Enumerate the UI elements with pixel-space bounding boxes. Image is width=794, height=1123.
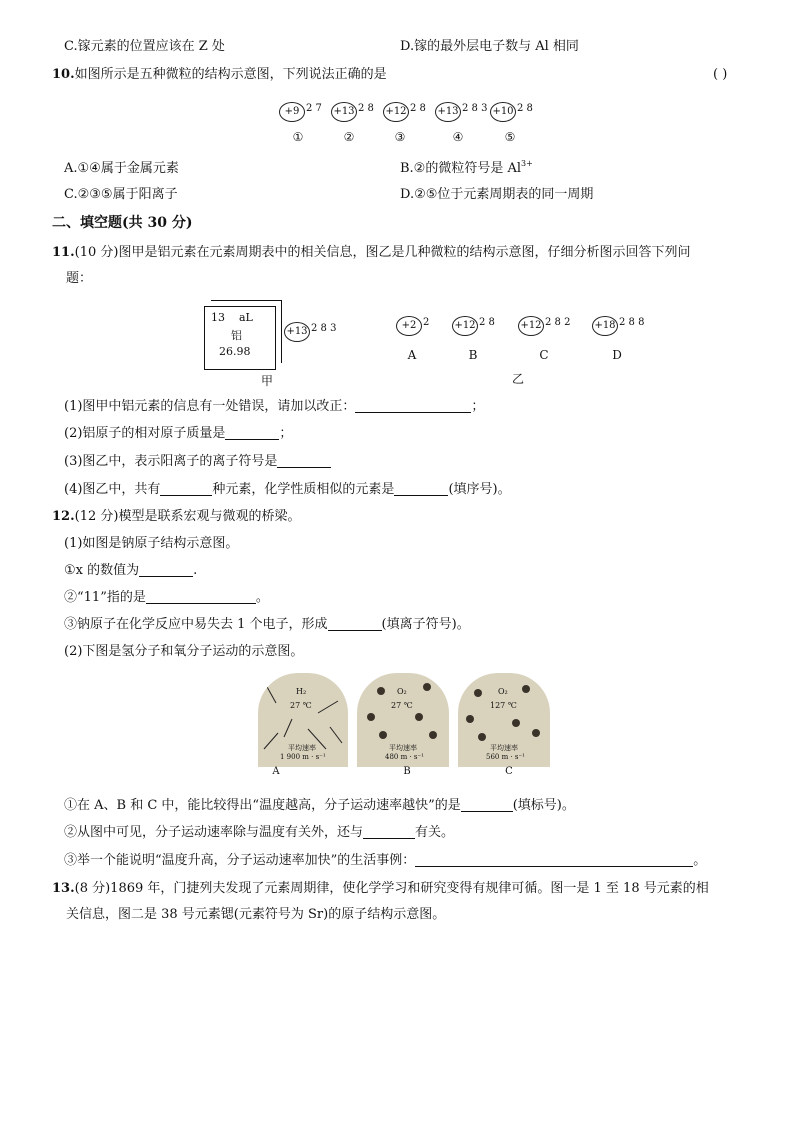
q12-part1b-text: ②“11”指的是 — [64, 590, 146, 605]
nucleus-charge: +2 — [396, 316, 422, 336]
q10-particle-label-4: ④ — [452, 130, 464, 144]
q11-stem-line2: 题： — [66, 271, 93, 286]
q11-particle-b — [452, 316, 495, 336]
q12-part1c — [64, 616, 470, 634]
q11-part4-text-a: (4)图乙中，共有 — [64, 482, 161, 497]
molecule — [429, 731, 437, 739]
q11-label-b: B — [468, 348, 478, 362]
q10-particle-1 — [279, 102, 322, 122]
electron-shells: 2 8 — [358, 103, 374, 114]
section-title: 二、填空题(共 30 分) — [52, 215, 193, 231]
q11-part4-blank-2[interactable] — [394, 481, 448, 496]
electron-shells: 2 8 8 — [619, 317, 645, 328]
q11-particle-a — [396, 316, 429, 336]
q12-part1c-text-a: ③钠原子在化学反应中易失去 1 个电子，形成 — [64, 617, 328, 632]
q11-part1 — [64, 398, 484, 416]
q10-particle-label-2: ② — [343, 130, 355, 144]
nucleus-charge: +13 — [331, 102, 357, 122]
nucleus-charge: +12 — [518, 316, 544, 336]
molecule — [367, 713, 375, 721]
q11-particle-d — [592, 316, 644, 336]
q11-particle-c — [518, 316, 570, 336]
q10-option-d: D.②⑤位于元素周期表的同一周期 — [400, 187, 594, 202]
q11-part4-text-c: (填序号)。 — [448, 482, 511, 497]
q13-line1 — [52, 880, 709, 898]
q11-part1-blank[interactable] — [355, 398, 471, 413]
q12-part1a-end: . — [193, 563, 198, 578]
q11-al-atom — [284, 322, 336, 342]
molecule — [522, 685, 530, 693]
q11-part3-blank[interactable] — [277, 453, 331, 468]
tile-atomic-mass: 26.98 — [219, 345, 251, 358]
panel-c — [458, 673, 550, 767]
tile-element-name: 铝 — [231, 329, 242, 342]
q11-number: 11. — [52, 245, 75, 260]
q11-part4-text-b: 种元素，化学性质相似的元素是 — [212, 482, 395, 497]
q11-part2-blank[interactable] — [225, 425, 279, 440]
q12-part2c-text-a: ③举一个能说明“温度升高，分子运动速率加快”的生活事例： — [64, 853, 416, 868]
q12-part1a — [64, 562, 197, 580]
q10-number: 10. — [52, 67, 75, 82]
periodic-table-tile — [204, 306, 276, 370]
q12-part2b-blank[interactable] — [363, 824, 415, 839]
molecule — [415, 713, 423, 721]
nucleus-charge: +12 — [452, 316, 478, 336]
molecule — [379, 731, 387, 739]
panel-c-rate-label: 平均速率 — [490, 744, 518, 752]
q10-particle-label-1: ① — [292, 130, 304, 144]
panel-c-rate: 560 m · s⁻¹ — [486, 753, 525, 761]
q10-option-b-text: B.②的微粒符号是 Al — [400, 161, 522, 176]
q10-option-c: C.②③⑤属于阳离子 — [64, 187, 178, 202]
q12-stem — [52, 508, 300, 526]
q10-particle-label-5: ⑤ — [504, 130, 516, 144]
panel-a-rate-label: 平均速率 — [288, 744, 316, 752]
q12-part1a-blank[interactable] — [139, 562, 193, 577]
molecule — [423, 683, 431, 691]
electron-shells: 2 8 — [410, 103, 426, 114]
q12-part2b-text-a: ②从图中可见，分子运动速率除与温度有关外，还与 — [64, 825, 364, 840]
molecule — [512, 719, 520, 727]
q10-option-b — [400, 160, 533, 178]
panel-a-gas: H₂ — [296, 687, 307, 696]
electron-shells: 2 8 3 — [462, 103, 488, 114]
q9-option-d: D.镓的最外层电子数与 Al 相同 — [400, 39, 579, 54]
panel-a-temp: 27 ℃ — [290, 701, 312, 710]
figure-yi-caption: 乙 — [511, 372, 524, 386]
electron-shells: 2 — [423, 317, 430, 328]
q10-answer-paren: ( ) — [713, 67, 728, 82]
q12-part2a-text-a: ①在 A、B 和 C 中，能比较得出“温度越高，分子运动速率越快”的是 — [64, 798, 461, 813]
panel-a-arrows — [258, 673, 348, 767]
q12-part1b — [64, 589, 269, 607]
molecule — [377, 687, 385, 695]
electron-shells: 2 7 — [306, 103, 322, 114]
panel-c-temp: 127 ℃ — [490, 701, 517, 710]
electron-shells: 2 8 — [517, 103, 533, 114]
tile-atomic-number: 13 — [211, 311, 225, 324]
q11-part1-text: (1)图甲中铝元素的信息有一处错误，请加以改正： — [64, 399, 356, 414]
panel-b-label: B — [403, 766, 411, 777]
q11-label-d: D — [612, 348, 622, 362]
q12-part2a-blank[interactable] — [461, 797, 513, 812]
q10-stem-text: 如图所示是五种微粒的结构示意图，下列说法正确的是 — [74, 67, 387, 82]
molecule — [478, 733, 486, 741]
panel-a-label: A — [272, 766, 280, 777]
q12-part2c-blank[interactable] — [415, 852, 693, 867]
panel-c-label: C — [505, 766, 513, 777]
q11-part4 — [64, 481, 511, 499]
q13-line1-text: (8 分)1869 年，门捷列夫发现了元素周期律，使化学学习和研究变得有规律可循。图一是 1 至 18 号元素的相 — [74, 881, 709, 896]
q11-part2-text: (2)铝原子的相对原子质量是 — [64, 426, 226, 441]
q13-number: 13. — [52, 881, 75, 896]
q12-part2a-text-b: (填标号)。 — [512, 798, 575, 813]
nucleus-charge: +18 — [592, 316, 618, 336]
molecule — [466, 715, 474, 723]
panel-c-gas: O₂ — [498, 687, 508, 696]
q12-number: 12. — [52, 509, 75, 524]
q10-stem — [52, 66, 387, 84]
panel-b-gas: O₂ — [397, 687, 407, 696]
q11-stem-text: (10 分)图甲是铝元素在元素周期表中的相关信息，图乙是几种微粒的结构示意图，仔细分析图示回答下列问 — [74, 245, 691, 260]
q12-part2c — [64, 852, 706, 870]
molecule — [474, 689, 482, 697]
molecule — [532, 729, 540, 737]
panel-b-rate: 480 m · s⁻¹ — [385, 753, 424, 761]
panel-a-rate: 1 900 m · s⁻¹ — [280, 753, 326, 761]
figure-jia-caption: 甲 — [260, 374, 273, 388]
q11-label-c: C — [539, 348, 549, 362]
q12-part1b-blank[interactable] — [146, 589, 256, 604]
q9-option-c: C.镓元素的位置应该在 Z 处 — [64, 39, 225, 54]
q11-part1-end: ； — [471, 399, 485, 414]
q12-part2c-text-b: 。 — [693, 853, 707, 868]
q10-particle-3 — [383, 102, 426, 122]
q11-part2 — [64, 425, 292, 443]
q12-stem-text: (12 分)模型是联系宏观与微观的桥梁。 — [74, 509, 301, 524]
nucleus-charge: +9 — [279, 102, 305, 122]
q10-particle-4 — [435, 102, 487, 122]
q12-part2b — [64, 824, 454, 842]
panel-b-rate-label: 平均速率 — [389, 744, 417, 752]
q10-particle-label-3: ③ — [394, 130, 406, 144]
q11-stem-line1 — [52, 244, 690, 262]
electron-shells: 2 8 2 — [545, 317, 571, 328]
q12-part1b-end: 。 — [255, 590, 269, 605]
q12-part1a-text: ①x 的数值为 — [64, 563, 140, 578]
nucleus-charge: +13 — [284, 322, 310, 342]
q13-line2: 关信息，图二是 38 号元素锶(元素符号为 Sr)的原子结构示意图。 — [66, 907, 446, 922]
tile-symbol: aL — [239, 311, 253, 324]
q12-part2a — [64, 797, 575, 815]
q11-part3-text: (3)图乙中，表示阳离子的离子符号是 — [64, 454, 278, 469]
panel-b-temp: 27 ℃ — [391, 701, 413, 710]
q12-part1c-text-b: (填离子符号)。 — [381, 617, 470, 632]
q12-part1c-blank[interactable] — [328, 616, 382, 631]
q11-part3 — [64, 453, 331, 471]
q11-part4-blank-1[interactable] — [160, 481, 212, 496]
q12-part1: (1)如图是钠原子结构示意图。 — [64, 536, 239, 551]
electron-shells: 2 8 — [479, 317, 495, 328]
nucleus-charge: +12 — [383, 102, 409, 122]
q10-option-b-charge: 3+ — [521, 159, 533, 168]
q10-particle-2 — [331, 102, 374, 122]
q11-part2-end: ； — [279, 426, 293, 441]
nucleus-charge: +10 — [490, 102, 516, 122]
q10-particle-5 — [490, 102, 533, 122]
panel-a — [258, 673, 348, 767]
electron-shells: 2 8 3 — [311, 323, 337, 334]
q10-option-a: A.①④属于金属元素 — [64, 161, 179, 176]
panel-b — [357, 673, 449, 767]
q11-label-a: A — [407, 348, 417, 362]
q12-part2: (2)下图是氢分子和氧分子运动的示意图。 — [64, 644, 304, 659]
q12-part2b-text-b: 有关。 — [415, 825, 455, 840]
nucleus-charge: +13 — [435, 102, 461, 122]
